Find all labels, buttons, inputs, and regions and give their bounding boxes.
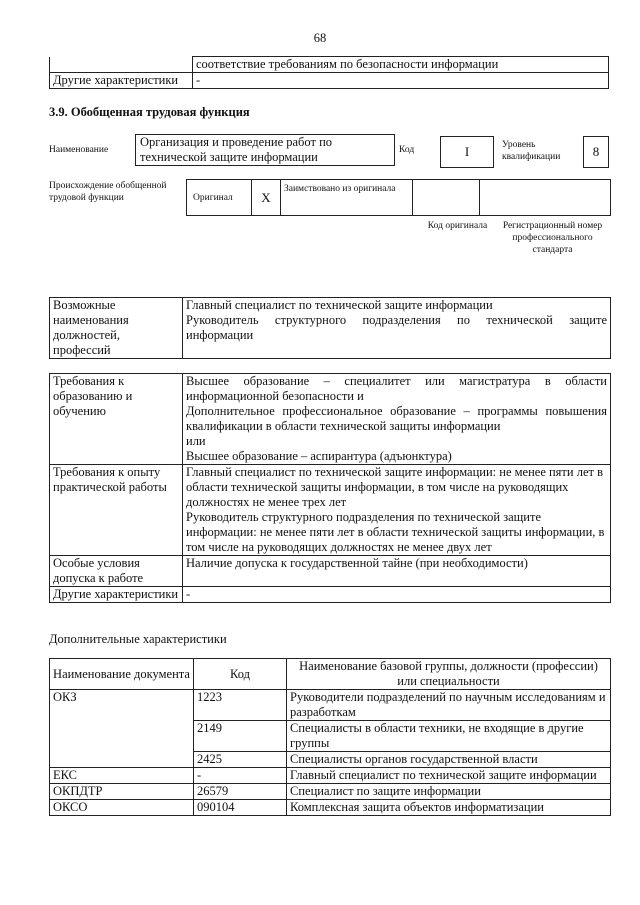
table-row — [50, 800, 611, 816]
cell-code: 26579 — [194, 784, 287, 800]
level-value: 8 — [583, 136, 609, 168]
table-row — [50, 768, 611, 784]
header-document: Наименование документа — [50, 659, 194, 690]
table-cell — [50, 57, 193, 73]
cell-name: Специалист по защите информации — [287, 784, 611, 800]
positions-table — [49, 297, 611, 359]
table-row — [50, 556, 611, 587]
table-row — [50, 721, 611, 752]
requirement-line: Наличие допуска к государственной тайне (при необходимости) — [186, 556, 528, 570]
code-original-cell — [413, 180, 480, 216]
page-number: 68 — [313, 31, 327, 45]
cell-name: Комплексная защита объектов информатизации — [287, 800, 611, 816]
requirements-table — [49, 373, 611, 603]
cell-document — [50, 721, 194, 752]
requirement-label: Другие характеристики — [50, 587, 183, 603]
requirement-value — [183, 556, 611, 587]
table-row — [50, 752, 611, 768]
cell-document — [50, 752, 194, 768]
positions-value — [183, 298, 611, 359]
table-row — [50, 784, 611, 800]
requirement-value — [183, 465, 611, 556]
table-row — [50, 57, 609, 73]
table-row — [50, 298, 611, 359]
cell-document: ОКСО — [50, 800, 194, 816]
requirement-label: Особые условия допуска к работе — [50, 556, 183, 587]
additional-title: Дополнительные характеристики — [49, 632, 227, 646]
requirement-line: Руководитель структурного подразделения по технической защите информации: не менее пяти лет в области технической защиты информации, в том числе на руководящих должностях не менее двух лет — [186, 510, 605, 554]
table-cell: - — [193, 73, 609, 89]
code-label: Код — [399, 145, 415, 155]
cell-code: 090104 — [194, 800, 287, 816]
cell-name: Главный специалист по технической защите информации — [287, 768, 611, 784]
name-label: Наименование — [49, 145, 109, 155]
section-title: 3.9. Обобщенная трудовая функция — [49, 105, 250, 119]
reg-number-cell — [480, 180, 611, 216]
cell-document: ОКЗ — [50, 690, 194, 721]
requirement-line: Главный специалист по технической защите информации: не менее пяти лет в области технической защиты информации, в том числе на руководящих должностях не менее трех лет — [186, 465, 603, 509]
position-line: Руководитель структурного подразделения по технической защите информации — [186, 313, 607, 342]
top-table — [49, 56, 609, 89]
requirement-label: Требования к образованию и обучению — [50, 374, 183, 465]
cell-code: 2149 — [194, 721, 287, 752]
cell-document: ЕКС — [50, 768, 194, 784]
cell-code: 1223 — [194, 690, 287, 721]
cell-code: 2425 — [194, 752, 287, 768]
reg-number-caption: Регистрационный номер профессионального стандарта — [502, 221, 603, 255]
header-code: Код — [194, 659, 287, 690]
table-row — [50, 690, 611, 721]
cell-name: Руководители подразделений по научным исследованиям и разработкам — [287, 690, 611, 721]
table-row — [50, 374, 611, 465]
level-label: Уровень квалификации — [502, 140, 561, 162]
table-cell: Другие характеристики — [50, 73, 193, 89]
requirement-line: Высшее образование – специалитет или магистратура в области информационной безопасности и — [186, 374, 607, 403]
borrowed-label: Заимствовано из оригинала — [281, 180, 413, 216]
origin-label: Происхождение обобщенной трудовой функции — [49, 181, 167, 203]
cell-document: ОКПДТР — [50, 784, 194, 800]
requirement-line: или — [186, 434, 206, 448]
table-row — [50, 73, 609, 89]
original-label: Оригинал — [187, 180, 252, 216]
requirement-line: Дополнительное профессиональное образование – программы повышения квалификации в области технической защиты информации — [186, 404, 607, 433]
cell-name: Специалисты органов государственной власти — [287, 752, 611, 768]
requirement-label: Требования к опыту практической работы — [50, 465, 183, 556]
table-cell: соответствие требованиям по безопасности информации — [193, 57, 609, 73]
header-name: Наименование базовой группы, должности (профессии) или специальности — [287, 659, 611, 690]
positions-label: Возможные наименования должностей, профессий — [50, 298, 183, 359]
requirement-line: Высшее образование – аспирантура (адъюнктура) — [186, 449, 452, 463]
position-line: Главный специалист по технической защите информации — [186, 298, 493, 312]
table-header-row — [50, 659, 611, 690]
requirement-value — [183, 374, 611, 465]
code-value: I — [440, 136, 494, 168]
table-row — [187, 180, 611, 216]
requirement-line: - — [186, 587, 191, 601]
table-row — [50, 587, 611, 603]
table-row — [50, 465, 611, 556]
name-value: Организация и проведение работ по технической защите информации — [135, 134, 395, 166]
cell-name: Специалисты в области техники, не входящие в другие группы — [287, 721, 611, 752]
original-mark: X — [252, 180, 281, 216]
code-original-caption: Код оригинала — [427, 221, 488, 231]
cell-code: - — [194, 768, 287, 784]
requirement-value — [183, 587, 611, 603]
additional-table — [49, 658, 611, 816]
origin-table — [186, 179, 611, 216]
